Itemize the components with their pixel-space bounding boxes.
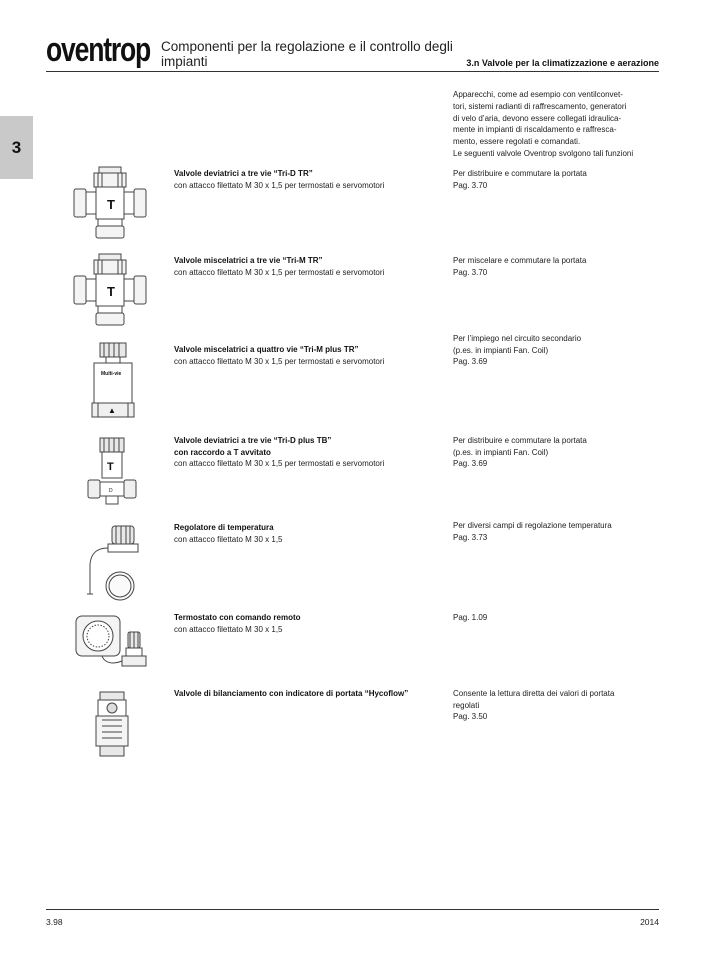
product-description <box>174 435 444 470</box>
footer-divider <box>46 909 659 910</box>
svg-text:T: T <box>107 461 114 473</box>
product-title: Valvole miscelatrici a tre vie “Tri-M TR” <box>174 256 323 265</box>
note-line: Per diversi campi di regolazione temperatura <box>453 521 612 530</box>
page-reference[interactable]: Pag. 3.69 <box>453 459 488 468</box>
product-title: Valvole miscelatrici a quattro vie “Tri-M plus TR” <box>174 345 359 354</box>
product-title: Termostato con comando remoto <box>174 613 301 622</box>
tri-m-valve-image <box>70 252 160 327</box>
product-title-line2: con raccordo a T avvitato <box>174 447 271 457</box>
chapter-tab[interactable] <box>0 116 33 179</box>
product-description <box>174 255 444 278</box>
oventrop-logo: oventrop <box>46 31 151 69</box>
valve-marking: D <box>109 488 113 494</box>
svg-text:T: T <box>107 197 115 212</box>
product-note <box>453 612 663 624</box>
page-reference[interactable]: Pag. 1.09 <box>453 613 488 622</box>
product-title: Valvole deviatrici a tre vie “Tri-D plus TB” <box>174 436 332 445</box>
svg-text:▲: ▲ <box>108 406 116 415</box>
note-line: regolati <box>453 700 480 710</box>
page-reference[interactable]: Pag. 3.69 <box>453 357 488 366</box>
hycoflow-valve-image <box>90 690 180 758</box>
product-subtitle: con attacco filettato M 30 x 1,5 per termostati e servomotori <box>174 180 385 190</box>
svg-text:T: T <box>107 284 115 299</box>
intro-line: tori, sistemi radianti di raffrescamento, generatori <box>453 101 627 111</box>
product-description <box>174 612 444 635</box>
product-description <box>174 688 444 700</box>
product-note <box>453 168 663 191</box>
page-reference[interactable]: Pag. 3.70 <box>453 267 488 277</box>
product-subtitle: con attacco filettato M 30 x 1,5 per termostati e servomotori <box>174 459 385 468</box>
page-reference[interactable]: Pag. 3.70 <box>453 180 488 190</box>
note-line: Per distribuire e commutare la portata <box>453 436 587 445</box>
product-note <box>453 688 663 723</box>
intro-line: Apparecchi, come ad esempio con ventilconvet- <box>453 90 623 99</box>
product-title: Regolatore di temperatura <box>174 523 274 532</box>
remote-thermostat-image <box>72 614 162 670</box>
product-note <box>453 333 663 368</box>
page-reference[interactable]: Pag. 3.73 <box>453 532 488 542</box>
chapter-number: 3 <box>11 137 22 157</box>
publication-year: 2014 <box>640 917 659 927</box>
note-line: Per miscelare e commutare la portata <box>453 256 587 265</box>
note-line: (p.es. in impianti Fan. Coil) <box>453 345 549 355</box>
product-note <box>453 520 663 543</box>
section-title: 3.n Valvole per la climatizzazione e aerazione <box>466 58 659 68</box>
product-subtitle: con attacco filettato M 30 x 1,5 <box>174 624 283 634</box>
product-description <box>174 344 444 367</box>
product-subtitle: con attacco filettato M 30 x 1,5 per termostati e servomotori <box>174 356 385 366</box>
product-description <box>174 168 444 191</box>
intro-line: di velo d’aria, devono essere collegati idraulica- <box>453 113 622 123</box>
tri-m-plus-valve-image <box>90 341 180 419</box>
valve-marking: Multi‑vie <box>101 371 122 377</box>
intro-line: mente in impianti di riscaldamento e raffresca- <box>453 125 617 135</box>
note-line: (p.es. in impianti Fan. Coil) <box>453 447 549 457</box>
product-description <box>174 522 444 545</box>
tri-d-valve-image <box>70 165 160 240</box>
product-note <box>453 435 663 470</box>
product-title: Valvole di bilanciamento con indicatore di portata “Hycoflow” <box>174 689 409 698</box>
product-title: Valvole deviatrici a tre vie “Tri-D TR” <box>174 169 313 178</box>
intro-text <box>453 89 653 160</box>
product-subtitle: con attacco filettato M 30 x 1,5 per termostati e servomotori <box>174 267 385 277</box>
header-divider <box>46 71 659 72</box>
tri-d-plus-valve-image <box>84 436 174 506</box>
note-line: Per distribuire e commutare la portata <box>453 169 587 178</box>
page-title: Componenti per la regolazione e il controllo degli impianti <box>161 39 453 69</box>
product-note <box>453 255 663 278</box>
page-number: 3.98 <box>46 917 63 927</box>
product-subtitle: con attacco filettato M 30 x 1,5 <box>174 534 283 544</box>
note-line: Per l’impiego nel circuito secondario <box>453 334 582 343</box>
temperature-regulator-image <box>76 524 166 602</box>
intro-line: Le seguenti valvole Oventrop svolgono tali funzioni <box>453 148 634 158</box>
intro-line: mento, essere regolati e comandati. <box>453 137 581 147</box>
page-reference[interactable]: Pag. 3.50 <box>453 712 488 721</box>
note-line: Consente la lettura diretta dei valori di portata <box>453 689 615 698</box>
